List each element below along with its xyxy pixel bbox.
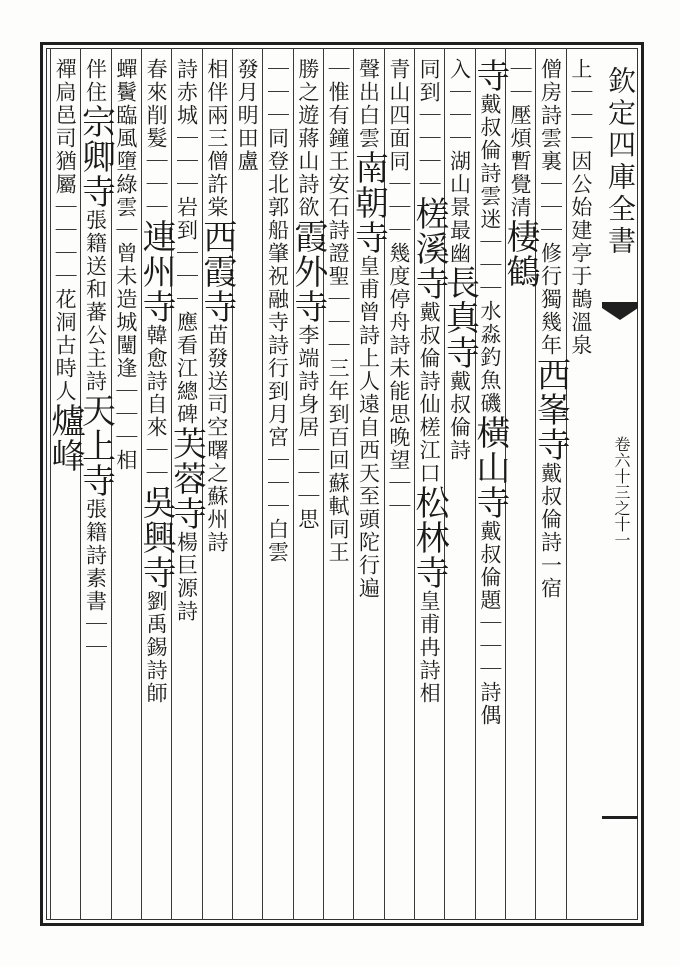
entry-heading: 寺 bbox=[469, 58, 510, 93]
entry-text: 逢｜｜｜相 bbox=[113, 357, 138, 472]
entry-heading: 天上寺 bbox=[75, 393, 116, 498]
entry-text: 相伴兩三僧許棠 bbox=[204, 58, 229, 219]
entry-heading: 槎溪寺 bbox=[409, 196, 450, 301]
entry-text: 皇甫冉詩相 bbox=[417, 590, 442, 705]
entry-text: ｜曾未造城闉 bbox=[113, 219, 138, 357]
entry-text: 發月明田盧 bbox=[235, 58, 260, 173]
entry-text: ｜花洞古時人 bbox=[53, 265, 78, 403]
entry-text: 青山四面同｜｜｜幾度停舟詩未能 bbox=[386, 58, 411, 403]
entry-text: ｜惟有鐘 bbox=[326, 58, 351, 150]
entry-heading: 南朝寺 bbox=[348, 150, 389, 255]
entry-text: 勝之遊蔣山詩欲 bbox=[295, 58, 320, 219]
entry-text: 劉禹錫詩師 bbox=[144, 590, 169, 705]
entry-heading: 長真寺 bbox=[439, 265, 480, 370]
entry-text: 戴叔倫詩一宿 bbox=[538, 462, 563, 600]
entry-text: 皇甫曾詩上人遠自西天至頭陀行遍 bbox=[356, 255, 381, 600]
entry-heading: 棲鶴 bbox=[500, 219, 541, 289]
entry-heading: 連州寺 bbox=[136, 219, 177, 324]
entry-heading: 芙蓉寺 bbox=[166, 426, 207, 531]
entry-text: 入｜｜｜湖山景最幽 bbox=[447, 58, 472, 265]
entry-text: 苗發送司空曙之蘇州詩 bbox=[204, 324, 229, 554]
entry-heading: 橫山寺 bbox=[469, 415, 510, 520]
entry-text: 楊巨源詩 bbox=[174, 531, 199, 623]
entry-heading: 宗卿寺 bbox=[75, 104, 116, 209]
fishtail-mark-icon bbox=[600, 298, 640, 338]
entry-text: 戴叔倫題｜｜｜詩偶 bbox=[477, 520, 502, 727]
entry-text: 聲出白雲 bbox=[356, 58, 381, 150]
entry-text: 張籍詩素書｜｜ bbox=[83, 498, 108, 659]
entry-text: 邑司猶屬｜｜｜ bbox=[53, 104, 78, 265]
entry-heading: 西峯寺 bbox=[530, 357, 571, 462]
fishtail-mark-bottom-icon bbox=[600, 798, 640, 838]
entry-heading: 爐峰 bbox=[45, 403, 86, 473]
entry-text: 思晚望｜｜ bbox=[386, 403, 411, 518]
entry-text: 岩到｜｜｜應看江總碑 bbox=[174, 196, 199, 426]
entry-heading: 吳興寺 bbox=[136, 485, 177, 590]
entry-text: 韓愈詩自來｜｜ bbox=[144, 324, 169, 485]
entry-text: 戴叔倫詩雲迷｜｜｜水淼釣魚磯 bbox=[477, 93, 502, 415]
entry-text: 張籍送和蕃公主詩 bbox=[83, 209, 108, 393]
text-column bbox=[43, 58, 87, 912]
entry-text: 詩赤城｜｜｜ bbox=[174, 58, 199, 196]
entry-text: 王安石詩證聖｜｜｜三年到百回蘇軾同王 bbox=[326, 150, 351, 564]
entry-text: 戴叔倫詩 bbox=[447, 370, 472, 462]
entry-text: ｜｜｜同登北郭船 bbox=[265, 58, 290, 242]
entry-heading: 松林寺 bbox=[409, 485, 450, 590]
entry-text: 僧房詩雲裏｜｜｜修行獨幾年 bbox=[538, 58, 563, 357]
entry-text: 蟬鬢臨風墮綠雲 bbox=[113, 58, 138, 219]
entry-text: 上｜｜｜因公始建亭于鵲溫泉 bbox=[568, 58, 593, 357]
entry-text: 肇祝融寺詩行到月宮｜｜｜白雲 bbox=[265, 242, 290, 564]
entry-text: 戴叔倫詩仙槎江口 bbox=[417, 301, 442, 485]
volume-label: 卷六十三之十一 bbox=[612, 436, 631, 548]
book-title: 欽定四庫全書 bbox=[604, 66, 637, 258]
entry-text: 同到｜｜｜｜ bbox=[417, 58, 442, 196]
entry-heading: 西霞寺 bbox=[196, 219, 237, 324]
margin-bar bbox=[600, 48, 640, 920]
entry-text: ｜｜壓煩暫覺清 bbox=[508, 58, 533, 219]
entry-text: 李端詩身居｜｜｜思 bbox=[295, 324, 320, 531]
entry-text: 伴住 bbox=[83, 58, 108, 104]
entry-text: 禪扃 bbox=[53, 58, 78, 104]
entry-text: 春來削髮｜｜｜ bbox=[144, 58, 169, 219]
entry-heading: 霞外寺 bbox=[287, 219, 328, 324]
